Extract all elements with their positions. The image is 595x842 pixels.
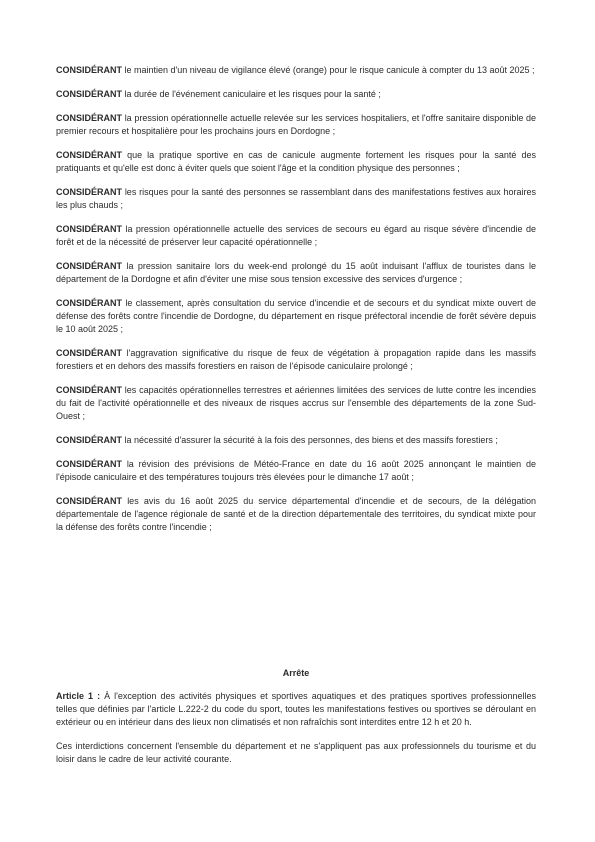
considerant-text: le maintien d'un niveau de vigilance élevé (orange) pour le risque canicule à compter du 13 août 2025 ; xyxy=(124,65,535,75)
considerant-text: la pression opérationnelle actuelle des services de secours eu égard au risque sévère d'incendie de forêt et de la nécessité de préserver leur capacité opérationnelle ; xyxy=(56,223,536,247)
considerant-paragraph xyxy=(56,458,536,484)
considerant-text: que la pratique sportive en cas de canicule augmente fortement les risques pour la santé des pratiquants et qu'elle est donc à éviter quels que soient l'âge et la condition physique des personnes ; xyxy=(56,149,536,173)
considerant-keyword: CONSIDÉRANT xyxy=(56,458,123,469)
considerant-text: les capacités opérationnelles terrestres et aériennes limitées des services de lutte contre les incendies du fait de l'activité opérationnelle et des niveaux de risques accrus sur l'ensemble des départements de la zone Sud-Ouest ; xyxy=(56,384,536,422)
considerant-text: l'aggravation significative du risque de feux de végétation à propagation rapide dans les massifs forestiers et en dehors des massifs forestiers en raison de l'épisode caniculaire prolongé ; xyxy=(56,347,536,371)
considerant-text: les risques pour la santé des personnes se rassemblant dans des manifestations festives aux horaires les plus chauds ; xyxy=(56,186,536,210)
considerant-text: la révision des prévisions de Météo-France en date du 16 août 2025 annonçant le maintien de l'épisode caniculaire et des températures toujours très élevées pour le dimanche 17 août ; xyxy=(56,458,536,482)
considerant-paragraph xyxy=(56,64,536,77)
article-label: Article 1 : xyxy=(56,691,101,701)
considerant-paragraph xyxy=(56,223,536,249)
considerant-keyword: CONSIDÉRANT xyxy=(56,112,123,123)
considerant-keyword: CONSIDÉRANT xyxy=(56,347,123,358)
considerant-paragraph xyxy=(56,186,536,212)
considerant-paragraph xyxy=(56,347,536,373)
considerants-section xyxy=(56,64,536,545)
considerant-keyword: CONSIDÉRANT xyxy=(56,88,123,99)
considerant-text: le classement, après consultation du service d'incendie et de secours et du syndicat mixte ouvert de défense des forêts contre l'incendie de Dordogne, du département en risque préfectoral incendie de forêt sévère depuis le 10 août 2025 ; xyxy=(56,297,536,334)
article-1-followup: Ces interdictions concernent l'ensemble du département et ne s'appliquent pas aux professionnels du tourisme et du loisir dans le cadre de leur activité courante. xyxy=(56,741,536,765)
considerant-keyword: CONSIDÉRANT xyxy=(56,223,123,234)
considerant-paragraph xyxy=(56,495,536,535)
article-text: À l'exception des activités physiques et sportives aquatiques et des pratiques sportives professionnelles telles que définies par l'article L.222-2 du code du sport, toutes les manifestations festives ou sportives se déroulant en extérieur ou en intérieur dans des lieux non climatisés et non rafraîchis sont interdites entre 12 h et 20 h. xyxy=(56,691,537,728)
considerant-keyword: CONSIDÉRANT xyxy=(56,297,123,308)
considerant-keyword: CONSIDÉRANT xyxy=(56,65,123,75)
considerant-keyword: CONSIDÉRANT xyxy=(56,260,123,271)
considerant-keyword: CONSIDÉRANT xyxy=(56,495,123,506)
considerant-keyword: CONSIDÉRANT xyxy=(56,149,123,160)
considerant-text: les avis du 16 août 2025 du service départemental d'incendie et de secours, de la délégation départementale de l'agence régionale de santé et de la direction départementale des territoires, du syndicat mixte pour la défense des forêts contre l'incendie ; xyxy=(56,495,536,533)
considerant-paragraph xyxy=(56,260,536,286)
considerant-text: la nécessité d'assurer la sécurité à la fois des personnes, des biens et des massifs forestiers ; xyxy=(124,435,498,445)
considerant-text: la pression opérationnelle actuelle relevée sur les services hospitaliers, et l'offre sanitaire disponible de premier recours et hospitalière pour les prochains jours en Dordogne ; xyxy=(56,112,536,136)
considerant-paragraph xyxy=(56,88,536,101)
considerant-text: la pression sanitaire lors du week-end prolongé du 15 août induisant l'afflux de touristes dans le département de la Dordogne et afin d'éviter une mise sous tension excessive des services d'urgence ; xyxy=(56,260,536,284)
considerant-paragraph xyxy=(56,384,536,424)
considerant-keyword: CONSIDÉRANT xyxy=(56,384,123,395)
arrete-heading: Arrête xyxy=(282,668,310,678)
considerant-keyword: CONSIDÉRANT xyxy=(56,186,123,197)
considerant-text: la durée de l'événement caniculaire et les risques pour la santé ; xyxy=(124,88,381,99)
article-1 xyxy=(56,690,536,730)
articles-section xyxy=(56,690,536,777)
considerant-keyword: CONSIDÉRANT xyxy=(56,435,123,445)
considerant-paragraph xyxy=(56,297,536,337)
considerant-paragraph xyxy=(56,112,536,138)
considerant-paragraph xyxy=(56,434,536,447)
considerant-paragraph xyxy=(56,149,536,175)
